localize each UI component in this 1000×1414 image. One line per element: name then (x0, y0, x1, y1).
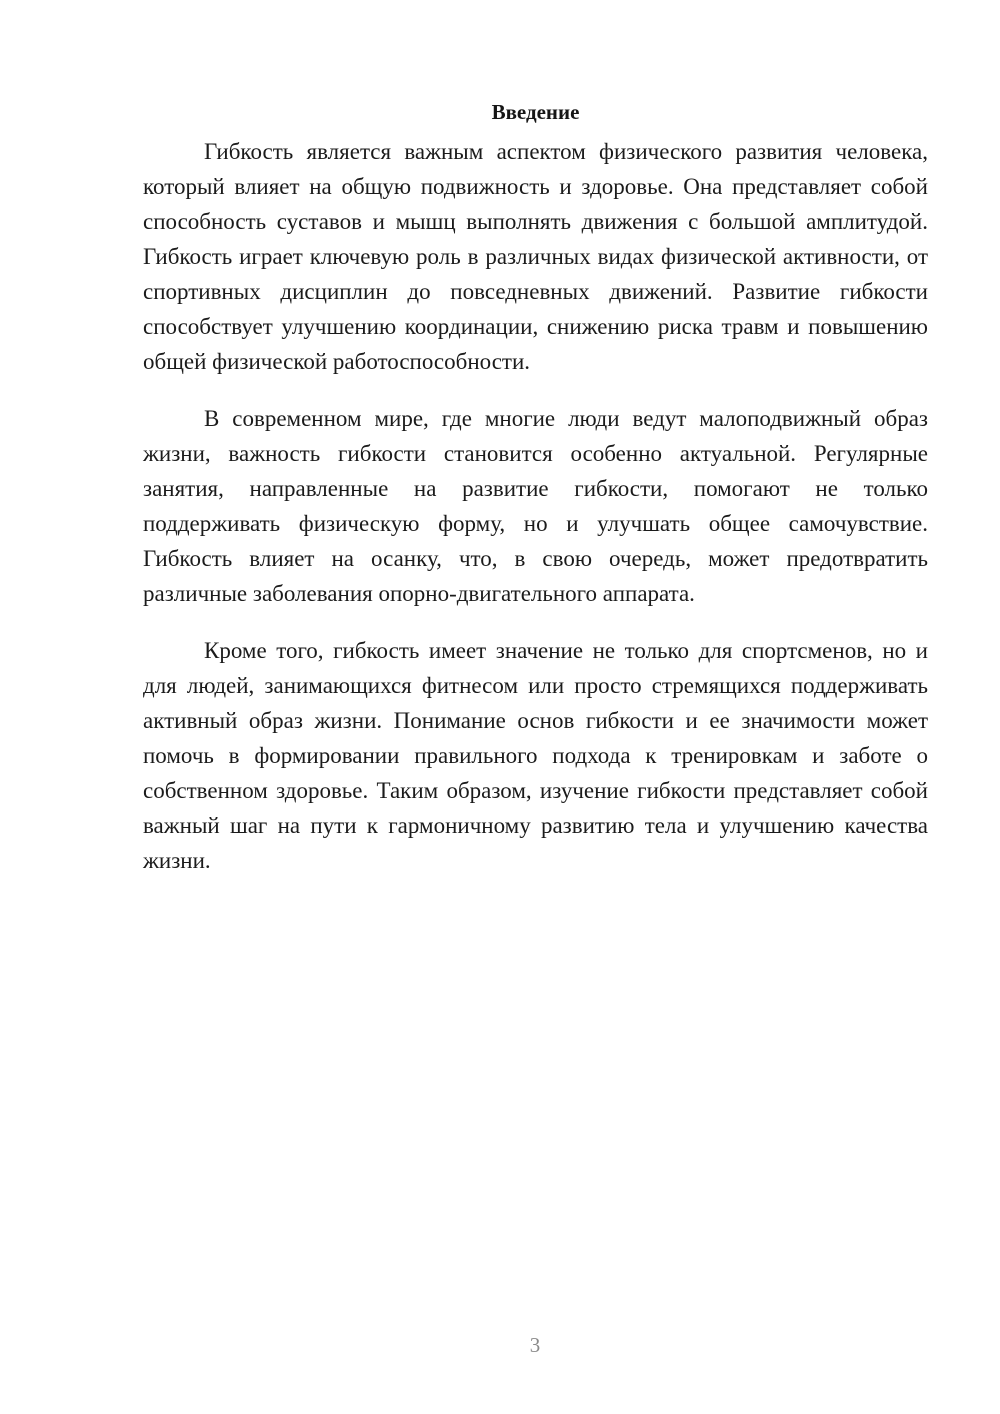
paragraph-2: В современном мире, где многие люди ведут малоподвижный образ жизни, важность гибкости становится особенно актуальной. Регулярные занятия, направленные на развитие гибкости, помогают не только поддерживать физическую форму, но и улучшать общее самочувствие. Гибкость влияет на осанку, что, в свою очередь, может предотвратить различные заболевания опорно-двигательного аппарата. (143, 406, 928, 606)
page-number: 3 (529, 1333, 541, 1357)
section-title: Введение (491, 100, 580, 124)
paragraph-1: Гибкость является важным аспектом физического развития человека, который влияет на общую подвижность и здоровье. Она представляет собой способность суставов и мышц выполнять движения с большой амплитудой. Гибкость играет ключевую роль в различных видах физической активности, от спортивных дисциплин до повседневных движений. Развитие гибкости способствует улучшению координации, снижению риска травм и повышению общей физической работоспособности. (143, 139, 928, 374)
paragraph-3: Кроме того, гибкость имеет значение не только для спортсменов, но и для людей, занимающихся фитнесом или просто стремящихся поддерживать активный образ жизни. Понимание основ гибкости и ее значимости может помочь в формировании правильного подхода к тренировкам и заботе о собственном здоровье. Таким образом, изучение гибкости представляет собой важный шаг на пути к гармоничному развитию тела и улучшению качества жизни. (143, 638, 928, 873)
page-content (143, 96, 928, 900)
